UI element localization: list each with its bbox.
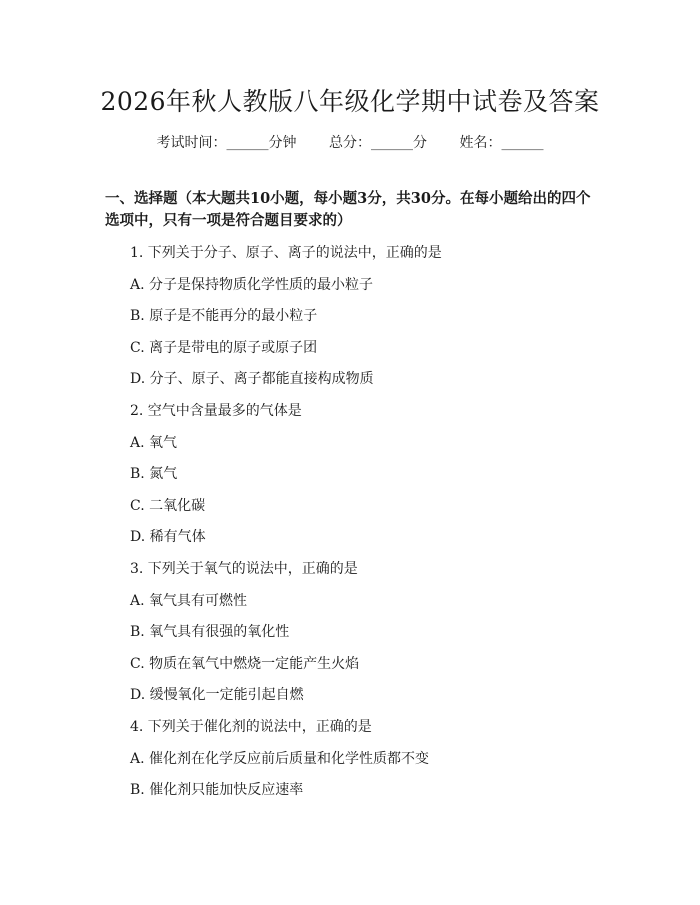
question-3-option-a: A. 氧气具有可燃性 [130,592,248,609]
question-3-option-b: B. 氧气具有很强的氧化性 [130,624,290,641]
exam-time-field: 考试时间：______分钟 [156,135,297,151]
question-2-option-c: C. 二氧化碳 [130,497,206,514]
question-1-option-a: A. 分子是保持物质化学性质的最小粒子 [130,276,374,293]
question-1: 1. 下列关于分子、原子、离子的说法中，正确的是 [130,245,442,261]
question-list [130,242,590,811]
student-name-field: 姓名：______ [459,135,544,151]
question-4-option-a: A. 催化剂在化学反应前后质量和化学性质都不变 [130,750,430,767]
question-2-option-b: B. 氮气 [130,466,178,483]
question-4-option-b: B. 催化剂只能加快反应速率 [130,782,304,799]
question-3-option-c: C. 物质在氧气中燃烧一定能产生火焰 [130,655,360,672]
total-score-field: 总分：______分 [329,135,427,151]
question-3-option-d: D. 缓慢氧化一定能引起自燃 [130,687,304,704]
exam-info-line [0,132,700,152]
question-4: 4. 下列关于催化剂的说法中，正确的是 [130,718,372,735]
question-2-option-d: D. 稀有气体 [130,529,206,546]
question-2: 2. 空气中含量最多的气体是 [130,402,302,419]
question-3: 3. 下列关于氧气的说法中，正确的是 [130,560,358,577]
question-2-option-a: A. 氧气 [130,434,178,451]
question-1-option-d: D. 分子、原子、离子都能直接构成物质 [130,371,374,388]
question-1-option-c: C. 离子是带电的原子或原子团 [130,339,318,356]
section-heading-multiple-choice: 一、选择题（本大题共10小题，每小题3分，共30分。在每小题给出的四个选项中，只有一项是符合题目要求的） [105,190,591,229]
question-1-option-b: B. 原子是不能再分的最小粒子 [130,308,318,325]
exam-title: 2026年秋人教版八年级化学期中试卷及答案 [100,87,600,116]
